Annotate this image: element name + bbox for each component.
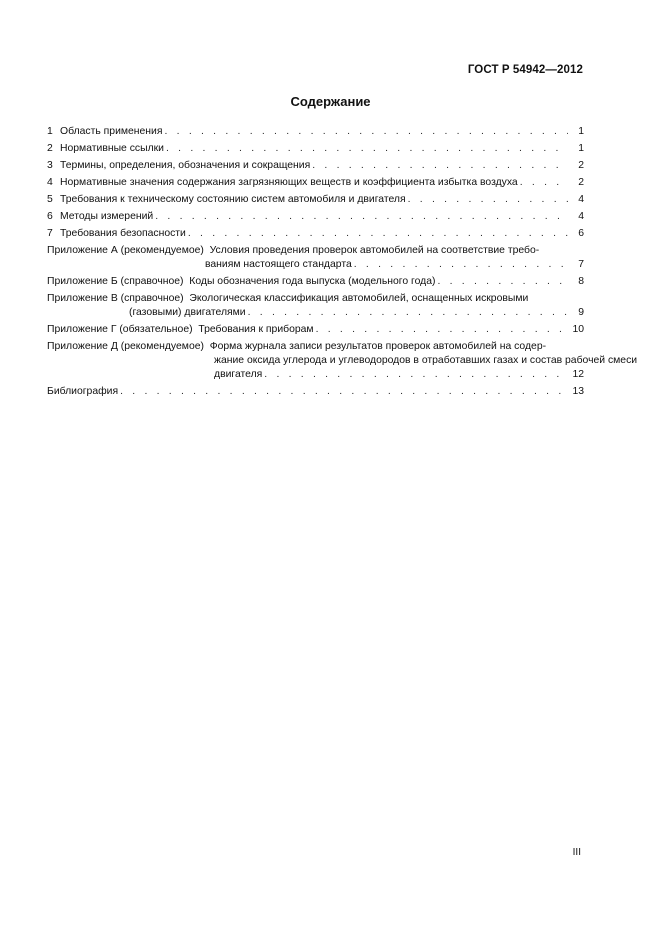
dot-leader: [188, 227, 568, 241]
toc-entry-page: 6: [578, 228, 584, 239]
dot-leader: [316, 323, 568, 337]
dot-leader: [164, 125, 568, 139]
dot-leader: [312, 159, 568, 173]
toc-entry-page: 2: [578, 177, 584, 188]
toc-entry-number: 2: [47, 143, 53, 154]
toc-entry-title: Приложение Б (справочное) Коды обозначения года выпуска (модельного года): [47, 276, 436, 287]
toc-entry-title: Приложение А (рекомендуемое) Условия проведения проверок автомобилей на соответствие требо-: [47, 245, 540, 256]
toc-entry[interactable]: [47, 193, 584, 207]
toc-entry-number: 6: [47, 211, 53, 222]
dot-leader: [408, 193, 568, 207]
toc-entry-number: 3: [47, 160, 53, 171]
toc-entry[interactable]: [47, 210, 584, 224]
toc-entry-page: 8: [578, 276, 584, 287]
toc-entry-page: 1: [578, 126, 584, 137]
toc-entry-page: 10: [572, 324, 584, 335]
page-number: III: [572, 847, 581, 858]
dot-leader: [437, 275, 568, 289]
toc-entry-appendix-v[interactable]: [47, 292, 584, 320]
toc-entry-appendix-b[interactable]: [47, 275, 584, 289]
toc-entry-title: Нормативные ссылки: [60, 143, 164, 154]
toc-entry-title: Приложение Г (обязательное) Требования к приборам: [47, 324, 314, 335]
toc-entry[interactable]: [47, 227, 584, 241]
toc-entry[interactable]: [47, 176, 584, 190]
toc-entry-title-cont: (газовыми) двигателями: [129, 307, 246, 318]
toc-entry-number: 4: [47, 177, 53, 188]
toc-entry-page: 13: [572, 386, 584, 397]
dot-leader: [520, 176, 568, 190]
dot-leader: [155, 210, 568, 224]
toc-entry-title: Методы измерений: [60, 211, 154, 222]
toc-entry-title-cont: ваниям настоящего стандарта: [205, 259, 352, 270]
toc-entry-title: Библиография: [47, 386, 119, 397]
toc-entry-bibliography[interactable]: [47, 385, 584, 399]
toc-entry[interactable]: [47, 159, 584, 173]
toc-entry-page: 4: [578, 211, 584, 222]
toc-entry-number: 1: [47, 126, 53, 137]
toc-entry-title: Требования к техническому состоянию систем автомобиля и двигателя: [60, 194, 406, 205]
toc-entry-title: Термины, определения, обозначения и сокращения: [60, 160, 311, 171]
toc-entry-title: Область применения: [60, 126, 163, 137]
toc-entry-page: 1: [578, 143, 584, 154]
dot-leader: [264, 368, 568, 382]
toc-entry-page: 2: [578, 160, 584, 171]
toc-entry[interactable]: [47, 142, 584, 156]
toc-entry-number: 7: [47, 228, 53, 239]
toc-entry-title: Требования безопасности: [60, 228, 186, 239]
toc-entry-page: 7: [578, 259, 584, 270]
toc-entry-page: 9: [578, 307, 584, 318]
dot-leader: [120, 385, 568, 399]
dot-leader: [166, 142, 568, 156]
toc-entry-title: Нормативные значения содержания загрязняющих веществ и коэффициента избытка воздуха: [60, 177, 518, 188]
toc-entry-page: 4: [578, 194, 584, 205]
toc-entry-title: Приложение Д (рекомендуемое) Форма журнала записи результатов проверок автомобилей на содер-: [47, 341, 547, 352]
toc-entry-number: 5: [47, 194, 53, 205]
dot-leader: [354, 258, 568, 272]
toc-entry-title: Приложение В (справочное) Экологическая классификация автомобилей, оснащенных искровыми: [47, 293, 529, 304]
toc-title: Содержание: [290, 94, 371, 109]
toc-entry-title-cont: жание оксида углерода и углеводородов в отработавших газах и состав рабочей смеси: [214, 355, 638, 366]
toc-entry-appendix-g[interactable]: [47, 323, 584, 337]
toc-entry-appendix-d[interactable]: [47, 340, 638, 382]
table-of-contents: [47, 125, 638, 402]
toc-entry-title-cont: двигателя: [214, 369, 263, 380]
toc-entry-page: 12: [572, 369, 584, 380]
document-code: ГОСТ Р 54942—2012: [467, 64, 583, 76]
dot-leader: [248, 306, 568, 320]
toc-entry[interactable]: [47, 125, 584, 139]
toc-entry-appendix-a[interactable]: [47, 244, 584, 272]
